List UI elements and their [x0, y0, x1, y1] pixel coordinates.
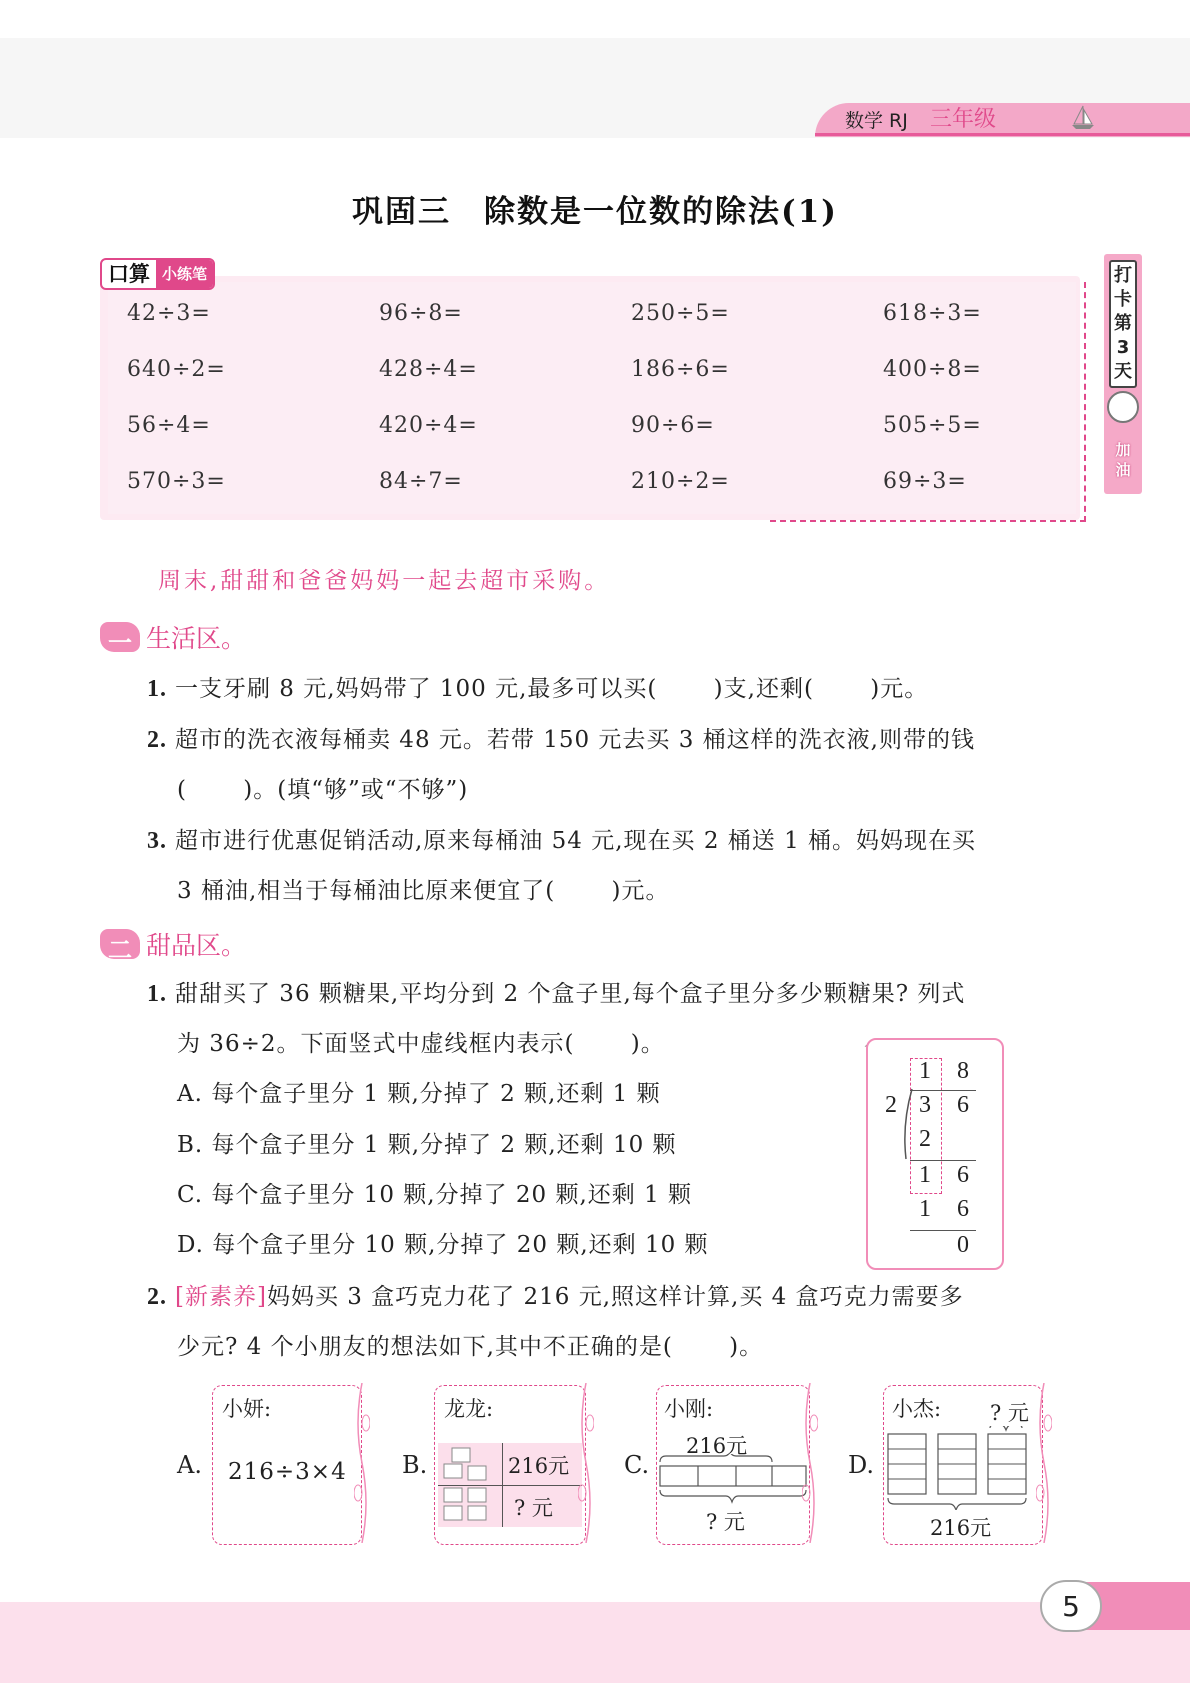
option-letter: C. [624, 1451, 650, 1479]
section-title: 生活区。 [146, 624, 247, 653]
oral-item: 84÷7= [379, 469, 463, 494]
checkin-cheer [1108, 430, 1138, 490]
oral-item: 505÷5= [883, 413, 982, 438]
oral-item: 250÷5= [631, 301, 730, 326]
oral-item: 42÷3= [127, 301, 211, 326]
sailboat-icon [1070, 104, 1096, 130]
checkin-checkbox[interactable] [1107, 391, 1139, 423]
question-1-3: 3. 超市进行优惠促销活动,原来每桶油 54 元,现在买 2 桶送 1 桶。妈妈现在买 [147, 828, 977, 854]
oral-item: 618÷3= [883, 301, 982, 326]
candy-box-icons [442, 1446, 498, 1524]
vine-decoration [1036, 1383, 1052, 1543]
dividend-digit: 3 [919, 1092, 931, 1118]
division-bar [910, 1090, 976, 1091]
division-line [910, 1160, 976, 1161]
oral-item: 96÷8= [379, 301, 463, 326]
oral-item: 210÷2= [631, 469, 730, 494]
option-name: 小妍: [222, 1397, 272, 1421]
option-value: 216元 [686, 1434, 748, 1458]
footer-band [0, 1602, 1190, 1683]
section-header-life [100, 620, 247, 657]
vine-decoration [354, 1383, 370, 1543]
oral-item: 69÷3= [883, 469, 967, 494]
option-value: 216元 [508, 1454, 570, 1478]
section-badge: 二 [100, 929, 140, 959]
step-digit: 6 [957, 1196, 969, 1222]
step-digit: 6 [957, 1162, 969, 1188]
oral-item: 640÷2= [127, 357, 226, 382]
option-c: C. 每个盒子里分 10 颗,分掉了 20 颗,还剩 1 颗 [177, 1182, 693, 1208]
oral-item: 56÷4= [127, 413, 211, 438]
question-1-3-line2: 3 桶油,相当于每桶油比原来便宜了( )元。 [177, 878, 670, 904]
option-name: 小杰: [892, 1397, 942, 1421]
checkin-char: 3 [1116, 337, 1130, 358]
step-digit: 1 [919, 1196, 931, 1222]
option-letter: D. [848, 1451, 875, 1479]
segment-diagram [656, 1454, 810, 1506]
oral-tab [100, 258, 215, 290]
checkin-char: 第 [1114, 313, 1132, 334]
option-d: D. 每个盒子里分 10 颗,分掉了 20 颗,还剩 10 颗 [177, 1232, 709, 1258]
remainder: 0 [957, 1232, 969, 1258]
option-value: ? 元 [706, 1510, 745, 1534]
oral-item: 428÷4= [379, 357, 478, 382]
section-title: 甜品区。 [146, 931, 247, 960]
option-letter: A. [177, 1451, 202, 1479]
question-2-2: 2. [新素养]妈妈买 3 盒巧克力花了 216 元,照这样计算,买 4 盒巧克力需要多 [147, 1284, 964, 1310]
vine-decoration [802, 1383, 818, 1543]
option-name: 龙龙: [444, 1397, 494, 1421]
option-letter: B. [402, 1451, 428, 1479]
option-value: ? 元 [990, 1401, 1029, 1425]
option-b: B. 每个盒子里分 1 颗,分掉了 2 颗,还剩 10 颗 [177, 1132, 677, 1158]
oral-grid [127, 298, 1087, 498]
question-2-1: 1. 甜甜买了 36 颗糖果,平均分到 2 个盒子里,每个盒子里分多少颗糖果? 列式 [147, 981, 966, 1007]
page-number: 5 [1040, 1580, 1102, 1632]
section-header-dessert [100, 927, 247, 964]
header-line [815, 133, 1190, 136]
intro-text: 周末,甜甜和爸爸妈妈一起去超市采购。 [158, 568, 611, 594]
quotient-digit: 8 [957, 1058, 969, 1084]
box-diagram [886, 1426, 1040, 1510]
cheer-char: 油 [1115, 461, 1131, 479]
question-1-1: 1. 一支牙刷 8 元,妈妈带了 100 元,最多可以买( )支,还剩( )元。 [147, 676, 929, 702]
oral-item: 570÷3= [127, 469, 226, 494]
oral-item: 420÷4= [379, 413, 478, 438]
oral-label: 口算 [108, 262, 150, 286]
question-1-2-line2: ( )。(填“够”或“不够”) [177, 777, 469, 803]
oral-item: 186÷6= [631, 357, 730, 382]
step-digit: 1 [919, 1162, 931, 1188]
option-a: A. 每个盒子里分 1 颗,分掉了 2 颗,还剩 1 颗 [177, 1081, 661, 1107]
oral-sublabel: 小练笔 [156, 260, 213, 288]
step-digit: 2 [919, 1126, 931, 1152]
section-badge: 一 [100, 622, 140, 652]
option-expression: 216÷3×4 [228, 1459, 347, 1485]
vine-decoration [578, 1383, 594, 1543]
option-value: ? 元 [514, 1496, 553, 1520]
oral-item: 90÷6= [631, 413, 715, 438]
question-1-2: 2. 超市的洗衣液每桶卖 48 元。若带 150 元去买 3 桶这样的洗衣液,则带的钱 [147, 727, 975, 753]
oral-item: 400÷8= [883, 357, 982, 382]
header-subject: 数学 RJ [845, 110, 908, 132]
checkin-char: 天 [1114, 361, 1132, 382]
oral-dash-bottom [770, 520, 1086, 522]
divisor: 2 [885, 1092, 897, 1118]
option-name: 小刚: [664, 1397, 714, 1421]
quotient-digit: 1 [919, 1058, 931, 1084]
question-2-2-line2: 少元? 4 个小朋友的想法如下,其中不正确的是( )。 [177, 1334, 764, 1360]
dividend-digit: 6 [957, 1092, 969, 1118]
checkin-label [1109, 260, 1137, 388]
option-value: 216元 [930, 1516, 992, 1540]
header-grade: 三年级 [930, 107, 997, 132]
checkin-char: 打 [1114, 265, 1132, 286]
new-literacy-tag: [新素养] [175, 1284, 267, 1310]
division-line [910, 1230, 976, 1231]
cheer-char: 加 [1115, 441, 1131, 459]
checkin-char: 卡 [1114, 289, 1132, 310]
question-2-1-line2: 为 36÷2。下面竖式中虚线框内表示( )。 [177, 1031, 665, 1057]
page-title: 巩固三 除数是一位数的除法(1) [352, 194, 838, 230]
